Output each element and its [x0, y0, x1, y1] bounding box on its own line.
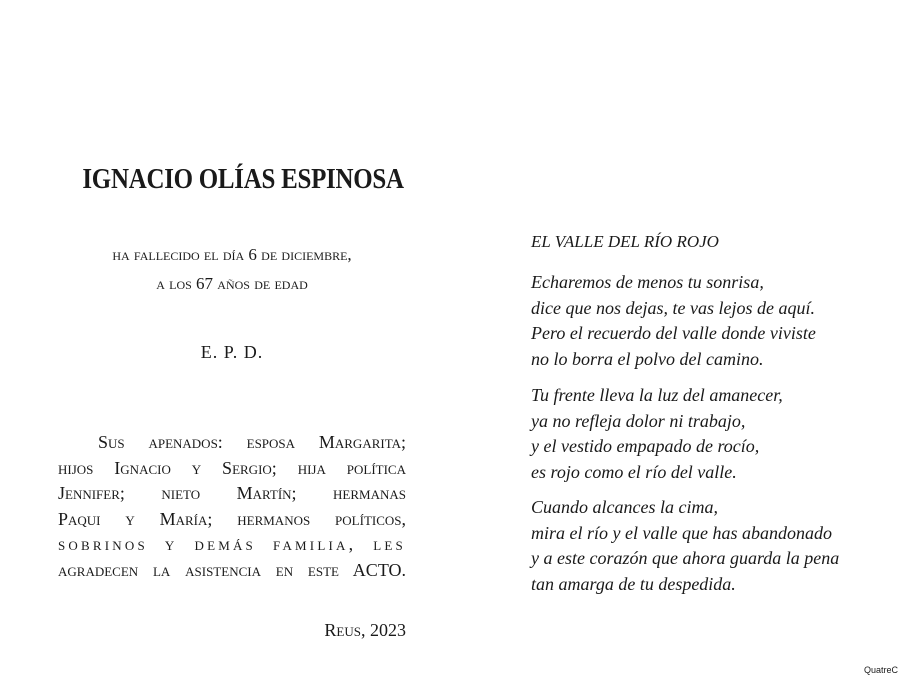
- deceased-name: IGNACIO OLÍAS ESPINOSA: [82, 163, 404, 195]
- poem-line: es rojo como el río del valle.: [531, 461, 737, 482]
- poem-line: no lo borra el polvo del camino.: [531, 348, 764, 369]
- epd-abbreviation: E. P. D.: [200, 342, 264, 362]
- mourners-line: Sus apenados: esposa Margarita;: [98, 432, 406, 452]
- mourners-paragraph: [58, 430, 406, 583]
- poem-line: mira el río y el valle que has abandonado: [531, 522, 832, 543]
- mourners-line: agradecen la asistencia en este ACTO.: [58, 559, 406, 580]
- death-announcement: [58, 240, 406, 298]
- credit-mark: QuatreC: [863, 665, 898, 675]
- poem-line: Pero el recuerdo del valle donde viviste: [531, 323, 816, 343]
- poem-line: Tu frente lleva la luz del amanecer,: [531, 385, 783, 405]
- mourners-line: hijos Ignacio y Sergio; hija política: [58, 457, 406, 478]
- poem-title: EL VALLE DEL RÍO ROJO: [531, 232, 719, 251]
- poem-line: tan amarga de tu despedida.: [531, 573, 736, 594]
- age-line: a los 67 años de edad: [156, 274, 308, 293]
- place-and-year: Reus, 2023: [324, 620, 406, 640]
- poem-stanza: [531, 383, 783, 485]
- poem-stanza: [531, 270, 816, 372]
- poem-line: y el vestido empapado de rocío,: [531, 436, 760, 456]
- poem-line: y a este corazón que ahora guarda la pena: [531, 548, 840, 568]
- poem-stanza: [531, 495, 839, 597]
- mourners-line: Jennifer; nieto Martín; hermanas: [58, 483, 406, 503]
- poem-line: dice que nos dejas, te vas lejos de aquí.: [531, 297, 815, 318]
- mourners-line: Paqui y María; hermanos políticos,: [58, 508, 406, 529]
- mourners-line: sobrinos y demás familia, les: [58, 534, 406, 554]
- poem-line: Cuando alcances la cima,: [531, 497, 718, 517]
- poem-line: Echaremos de menos tu sonrisa,: [531, 272, 764, 292]
- death-date-line: ha fallecido el día 6 de diciembre,: [112, 245, 352, 264]
- poem-line: ya no refleja dolor ni trabajo,: [531, 410, 746, 431]
